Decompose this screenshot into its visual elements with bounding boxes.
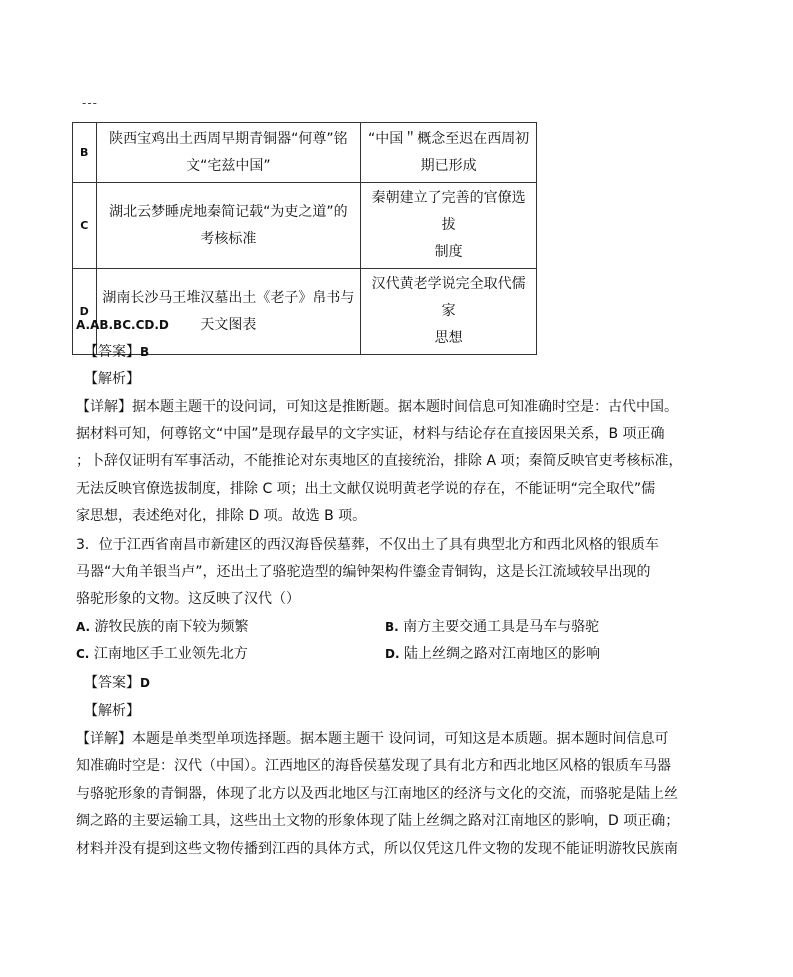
option-text: 游牧民族的南下较为频繁 — [94, 619, 249, 635]
material-line: 考核标准 — [200, 230, 257, 247]
option-text: 江南地区手工业领先北方 — [93, 646, 248, 662]
option-key: B. — [385, 620, 399, 634]
conclusion-line: 思想 — [434, 330, 463, 346]
q2-detail-line: ；卜辞仅证明有军事活动，不能推论对东夷地区的直接统治，排除 A 项；秦简反映官吏考核标准， — [76, 453, 683, 469]
q3-stem-line: 3．位于江西省南昌市新建区的西汉海昏侯墓葬，不仅出土了具有典型北方和西北风格的银质车 — [76, 537, 659, 553]
q2-detail-line: 据材料可知，何尊铭文“中国”是现存最早的文字实证，材料与结论存在直接因果关系，B 项正确 — [76, 426, 665, 442]
q3-option-c — [76, 640, 248, 668]
q3-detail-line: 知准确时空是：汉代（中国）。江西地区的海昏侯墓发现了具有北方和西北地区风格的银质车马器 — [76, 758, 671, 774]
answer-label: 【答案】 — [84, 675, 140, 691]
q3-analysis-label: 【解析】 — [84, 703, 140, 719]
material-cell — [96, 123, 361, 183]
q3-stem-line: 马器“大角羊银当卢”，还出土了骆驼造型的编钟架构件鎏金青铜钩，这是长江流域较早出现的 — [76, 564, 651, 580]
option-letter: C — [73, 183, 97, 269]
q2-detail-line: 家思想，表述绝对化，排除 D 项。故选 B 项。 — [76, 508, 367, 524]
conclusion-cell — [361, 123, 537, 183]
option-text: 陆上丝绸之路对江南地区的影响 — [403, 646, 600, 662]
q3-detail-line: 材料并没有提到这些文物传播到江西的具体方式，所以仅凭这几件文物的发现不能证明游牧民族南 — [76, 841, 678, 857]
q3-detail-line: 与骆驼形象的青铜器，体现了北方以及西北地区与江南地区的经济与文化的交流，而骆驼是陆上丝 — [76, 786, 678, 802]
material-cell — [96, 183, 361, 269]
q3-option-d — [385, 640, 600, 668]
option-key: D. — [385, 647, 400, 661]
q2-answer — [84, 338, 694, 366]
conclusion-line: “中国＂概念至迟在西周初 — [367, 130, 530, 147]
material-line: 文“宅兹中国” — [186, 157, 271, 174]
material-line: 天文图表 — [200, 316, 257, 333]
q3-option-a — [76, 613, 249, 641]
q2-analysis-label: 【解析】 — [84, 371, 140, 387]
q3-answer — [84, 669, 694, 697]
option-letter: D — [73, 269, 97, 355]
q3-detail-line: 【详解】本题是单类型单项选择题。据本题主题干 设问词，可知这是本质题。据本题时间信息可 — [76, 731, 669, 747]
conclusion-line: 秦朝建立了完善的官僚选拔 — [371, 190, 526, 233]
material-line: 陕西宝鸡出土西周早期青铜器“何尊”铭 — [109, 130, 348, 147]
option-key: A. — [76, 620, 91, 634]
conclusion-cell — [361, 183, 537, 269]
conclusion-line: 期已形成 — [420, 157, 477, 174]
q3-detail-line: 绸之路的主要运输工具，这些出土文物的形象体现了陆上丝绸之路对江南地区的影响，D 项正确； — [76, 813, 680, 829]
q2-detail-line: 【详解】据本题主题干的设问词，可知这是推断题。据本题时间信息可知准确时空是：古代中国。 — [76, 399, 678, 415]
answer-label: 【答案】 — [84, 344, 140, 360]
conclusion-line: 汉代黄老学说完全取代儒家 — [371, 276, 526, 319]
page-marker: --- — [82, 96, 98, 110]
q3-option-b — [385, 613, 599, 641]
option-letter: B — [73, 123, 97, 183]
conclusion-line: 制度 — [434, 244, 463, 260]
table-row — [73, 123, 537, 183]
material-line: 湖北云梦睡虎地秦简记载“为吏之道”的 — [109, 203, 348, 220]
option-text: 南方主要交通工具是马车与骆驼 — [403, 619, 600, 635]
q3-stem-line: 骆驼形象的文物。这反映了汉代（） — [76, 591, 300, 607]
q2-choices: A.AB.BC.CD.D — [76, 318, 169, 332]
answer-value: D — [140, 676, 150, 690]
material-line: 湖南长沙马王堆汉墓出土《老子》帛书与 — [102, 289, 355, 306]
table-row — [73, 183, 537, 269]
q2-detail-line: 无法反映官僚选拔制度，排除 C 项；出土文献仅说明黄老学说的存在，不能证明“完全取代”儒 — [76, 481, 656, 497]
option-key: C. — [76, 647, 90, 661]
answer-value: B — [140, 345, 150, 359]
